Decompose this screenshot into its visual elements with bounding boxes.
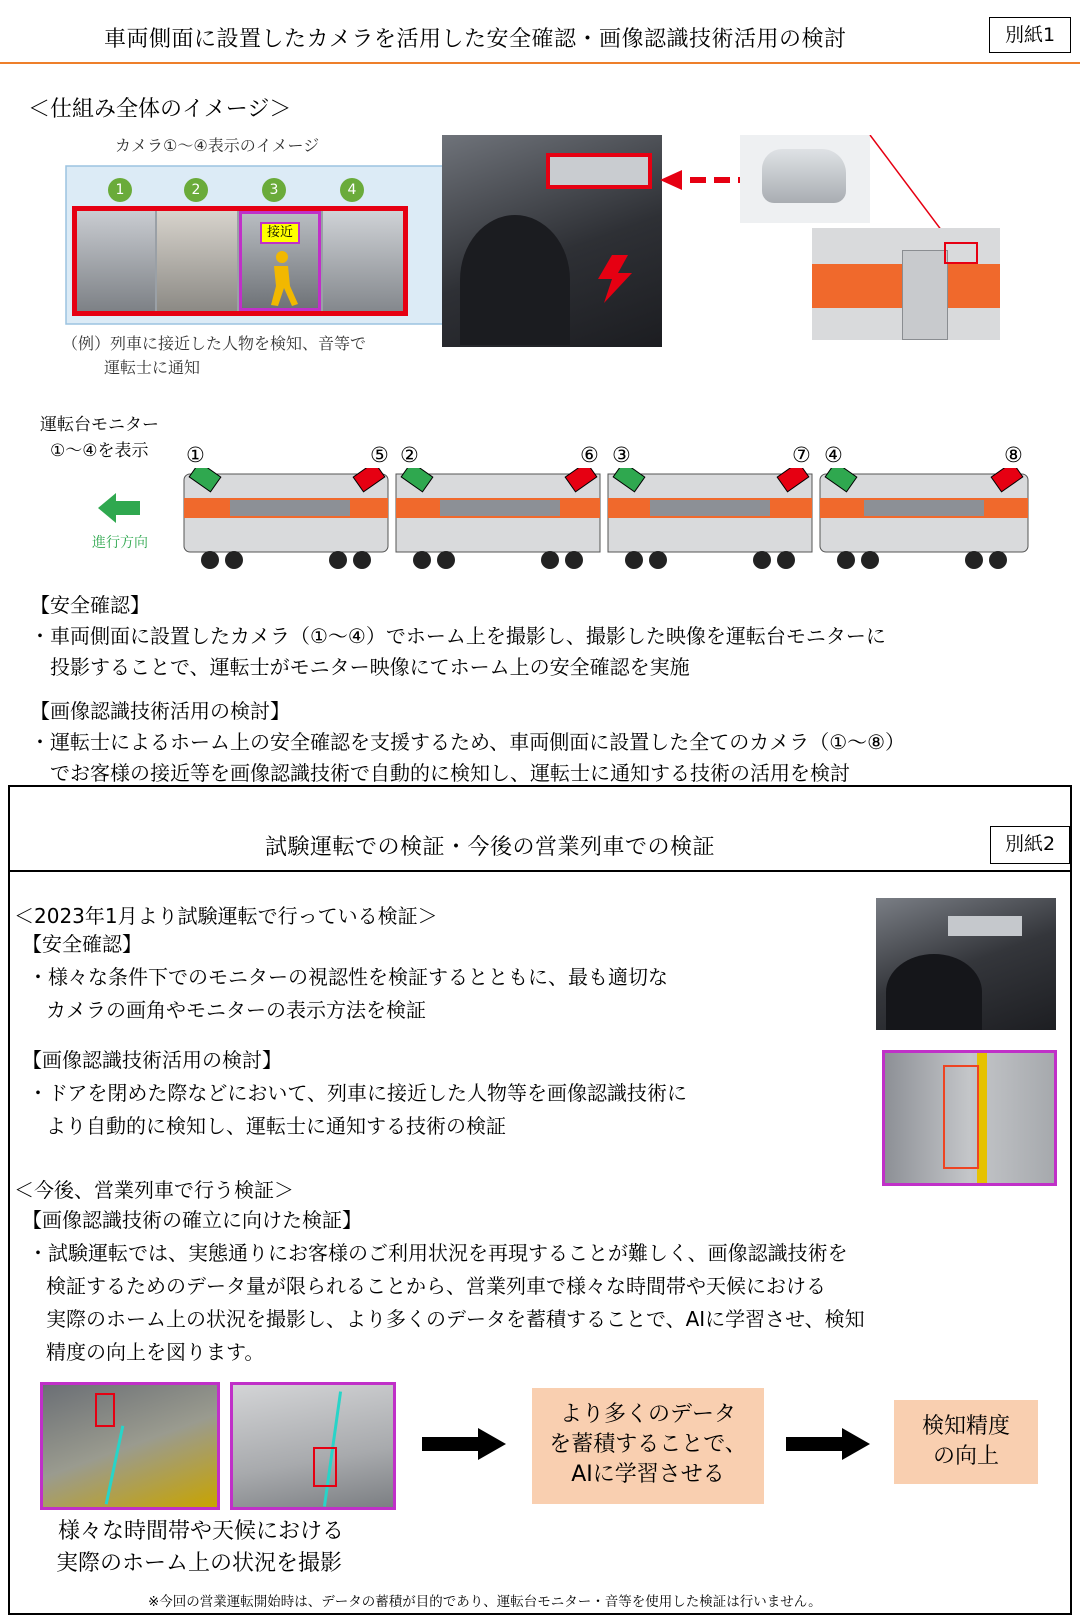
camera-device-photo bbox=[740, 135, 870, 223]
car-camera-label-1: ① bbox=[186, 443, 205, 467]
sheet2-tag: 別紙2 bbox=[990, 826, 1070, 864]
future-heading: ＜今後、営業列車で行う検証＞ bbox=[14, 1178, 294, 1202]
approach-label: 接近 bbox=[260, 222, 300, 244]
train-diagram bbox=[180, 468, 1040, 578]
flow-box-accuracy bbox=[894, 1400, 1038, 1484]
platform-photo-2 bbox=[230, 1382, 396, 1510]
car-camera-label-7: ⑦ bbox=[792, 443, 811, 467]
flow-arrow-2 bbox=[786, 1428, 870, 1460]
flow-arrow-1 bbox=[422, 1428, 506, 1460]
direction-label: 進行方向 bbox=[92, 535, 148, 551]
car-camera-label-5: ⑤ bbox=[370, 443, 389, 467]
sheet1-title: 車両側面に設置したカメラを活用した安全確認・画像認識技術活用の検討 bbox=[104, 27, 847, 52]
sheet2-title: 試験運転での検証・今後の営業列車での検証 bbox=[265, 835, 716, 860]
train-side-photo bbox=[812, 228, 1000, 340]
camera-number-3: 3 bbox=[262, 178, 286, 202]
car-camera-label-8: ⑧ bbox=[1004, 443, 1023, 467]
monitor-label-line2: ①～④を表示 bbox=[50, 441, 149, 461]
establish-line2: 検証するためのデータ量が限られることから、営業列車で様々な時間帯や天候における bbox=[46, 1274, 826, 1298]
camera-number-2: 2 bbox=[184, 178, 208, 202]
sheet2-ir-heading: 【画像認識技術活用の検討】 bbox=[22, 1048, 282, 1072]
sheet2-safety-heading: 【安全確認】 bbox=[22, 932, 142, 956]
trial-cab-monitor bbox=[948, 916, 1022, 936]
monitor-label-line1: 運転台モニター bbox=[40, 415, 159, 435]
sheet2-safety-line1: ・様々な条件下でのモニターの視認性を検証するとともに、最も適切な bbox=[28, 965, 668, 989]
establish-line1: ・試験運転では、実態通りにお客様のご利用状況を再現することが難しく、画像認識技術を bbox=[28, 1241, 848, 1265]
train-windows bbox=[230, 500, 984, 516]
sheet1-safety-heading: 【安全確認】 bbox=[30, 593, 150, 617]
trial-heading: ＜2023年1月より試験運転で行っている検証＞ bbox=[14, 904, 438, 928]
sheet2-ir-line2: より自動的に検知し、運転士に通知する技術の検証 bbox=[46, 1114, 506, 1138]
detection-box bbox=[943, 1065, 979, 1169]
train-door bbox=[902, 250, 948, 340]
camera-feed-1 bbox=[77, 211, 155, 311]
photo-caption-line2: 実際のホーム上の状況を撮影 bbox=[56, 1551, 343, 1576]
camera-feed-3 bbox=[239, 211, 321, 311]
flow-box-accuracy-line1: 検知精度 bbox=[921, 1414, 1010, 1439]
trial-detection-photo bbox=[882, 1050, 1057, 1186]
establish-line4: 精度の向上を図ります。 bbox=[46, 1340, 265, 1364]
car-camera-label-3: ③ bbox=[612, 443, 631, 467]
cab-monitor-highlight bbox=[546, 153, 652, 189]
sheet2-divider bbox=[8, 870, 1072, 872]
sheet2-ir-line1: ・ドアを閉めた際などにおいて、列車に接近した人物等を画像認識技術に bbox=[28, 1081, 687, 1105]
establish-heading: 【画像認識技術の確立に向けた検証】 bbox=[22, 1208, 362, 1232]
camera-number-1: 1 bbox=[108, 178, 132, 202]
sheet1-divider bbox=[0, 62, 1080, 64]
camera-caption: カメラ①～④表示のイメージ bbox=[115, 136, 320, 155]
photo-caption-line1: 様々な時間帯や天候における bbox=[58, 1519, 345, 1544]
camera-feed-2 bbox=[157, 211, 237, 311]
flow-box-learn-line3: AIに学習させる bbox=[571, 1462, 725, 1487]
trial-cab-photo bbox=[876, 898, 1056, 1030]
car-camera-label-4: ④ bbox=[824, 443, 843, 467]
sheet1-ir-heading: 【画像認識技術活用の検討】 bbox=[30, 699, 290, 723]
car-camera-label-6: ⑥ bbox=[580, 443, 599, 467]
example-line1: （例）列車に接近した人物を検知、音等で bbox=[62, 334, 367, 353]
platform1-detection-box bbox=[95, 1393, 115, 1427]
footnote: ※今回の営業運転開始時は、データの蓄積が目的であり、運転台モニター・音等を使用した検証は行いません。 bbox=[148, 1594, 822, 1610]
camera-device bbox=[762, 149, 846, 203]
flow-box-learn bbox=[532, 1388, 764, 1504]
camera-feed-strip bbox=[72, 206, 408, 316]
platform2-detection-box bbox=[313, 1447, 337, 1487]
sheet1-ir-line2: でお客様の接近等を画像認識技術で自動的に検知し、運転士に通知する技術の活用を検討 bbox=[50, 761, 850, 785]
platform1-guide-line bbox=[105, 1426, 125, 1505]
sheet1-tag: 別紙1 bbox=[989, 17, 1071, 53]
flow-box-learn-line2: を蓄積することで、 bbox=[549, 1432, 747, 1457]
establish-line3: 実際のホーム上の状況を撮影し、より多くのデータを蓄積することで、AIに学習させ、検知 bbox=[46, 1307, 865, 1331]
alert-lightning-icon bbox=[592, 253, 638, 305]
trial-driver bbox=[886, 954, 982, 1030]
flow-box-learn-line1: より多くのデータ bbox=[559, 1402, 736, 1427]
flow-box-accuracy-line2: の向上 bbox=[932, 1444, 999, 1469]
train-bogies bbox=[201, 551, 1007, 569]
example-line2: 運転士に通知 bbox=[104, 358, 201, 377]
camera-number-4: 4 bbox=[340, 178, 364, 202]
sheet1-safety-line2: 投影することで、運転士がモニター映像にてホーム上の安全確認を実施 bbox=[50, 655, 690, 679]
direction-arrow-icon bbox=[98, 493, 140, 523]
camera-panel bbox=[66, 168, 478, 324]
sheet1-safety-line1: ・車両側面に設置したカメラ（①～④）でホーム上を撮影し、撮影した映像を運転台モニターに bbox=[30, 624, 886, 648]
person-figure-icon bbox=[260, 250, 300, 308]
overview-heading: ＜仕組み全体のイメージ＞ bbox=[28, 97, 292, 122]
side-camera-highlight bbox=[944, 242, 978, 264]
platform-photo-1 bbox=[40, 1382, 220, 1510]
camera-feed-4 bbox=[323, 211, 403, 311]
sheet2-safety-line2: カメラの画角やモニターの表示方法を検証 bbox=[46, 998, 426, 1022]
cab-photo bbox=[442, 135, 662, 347]
driver-figure bbox=[460, 215, 570, 345]
car-camera-label-2: ② bbox=[400, 443, 419, 467]
sheet1-ir-line1: ・運転士によるホーム上の安全確認を支援するため、車両側面に設置した全てのカメラ（①～⑧） bbox=[30, 730, 906, 754]
